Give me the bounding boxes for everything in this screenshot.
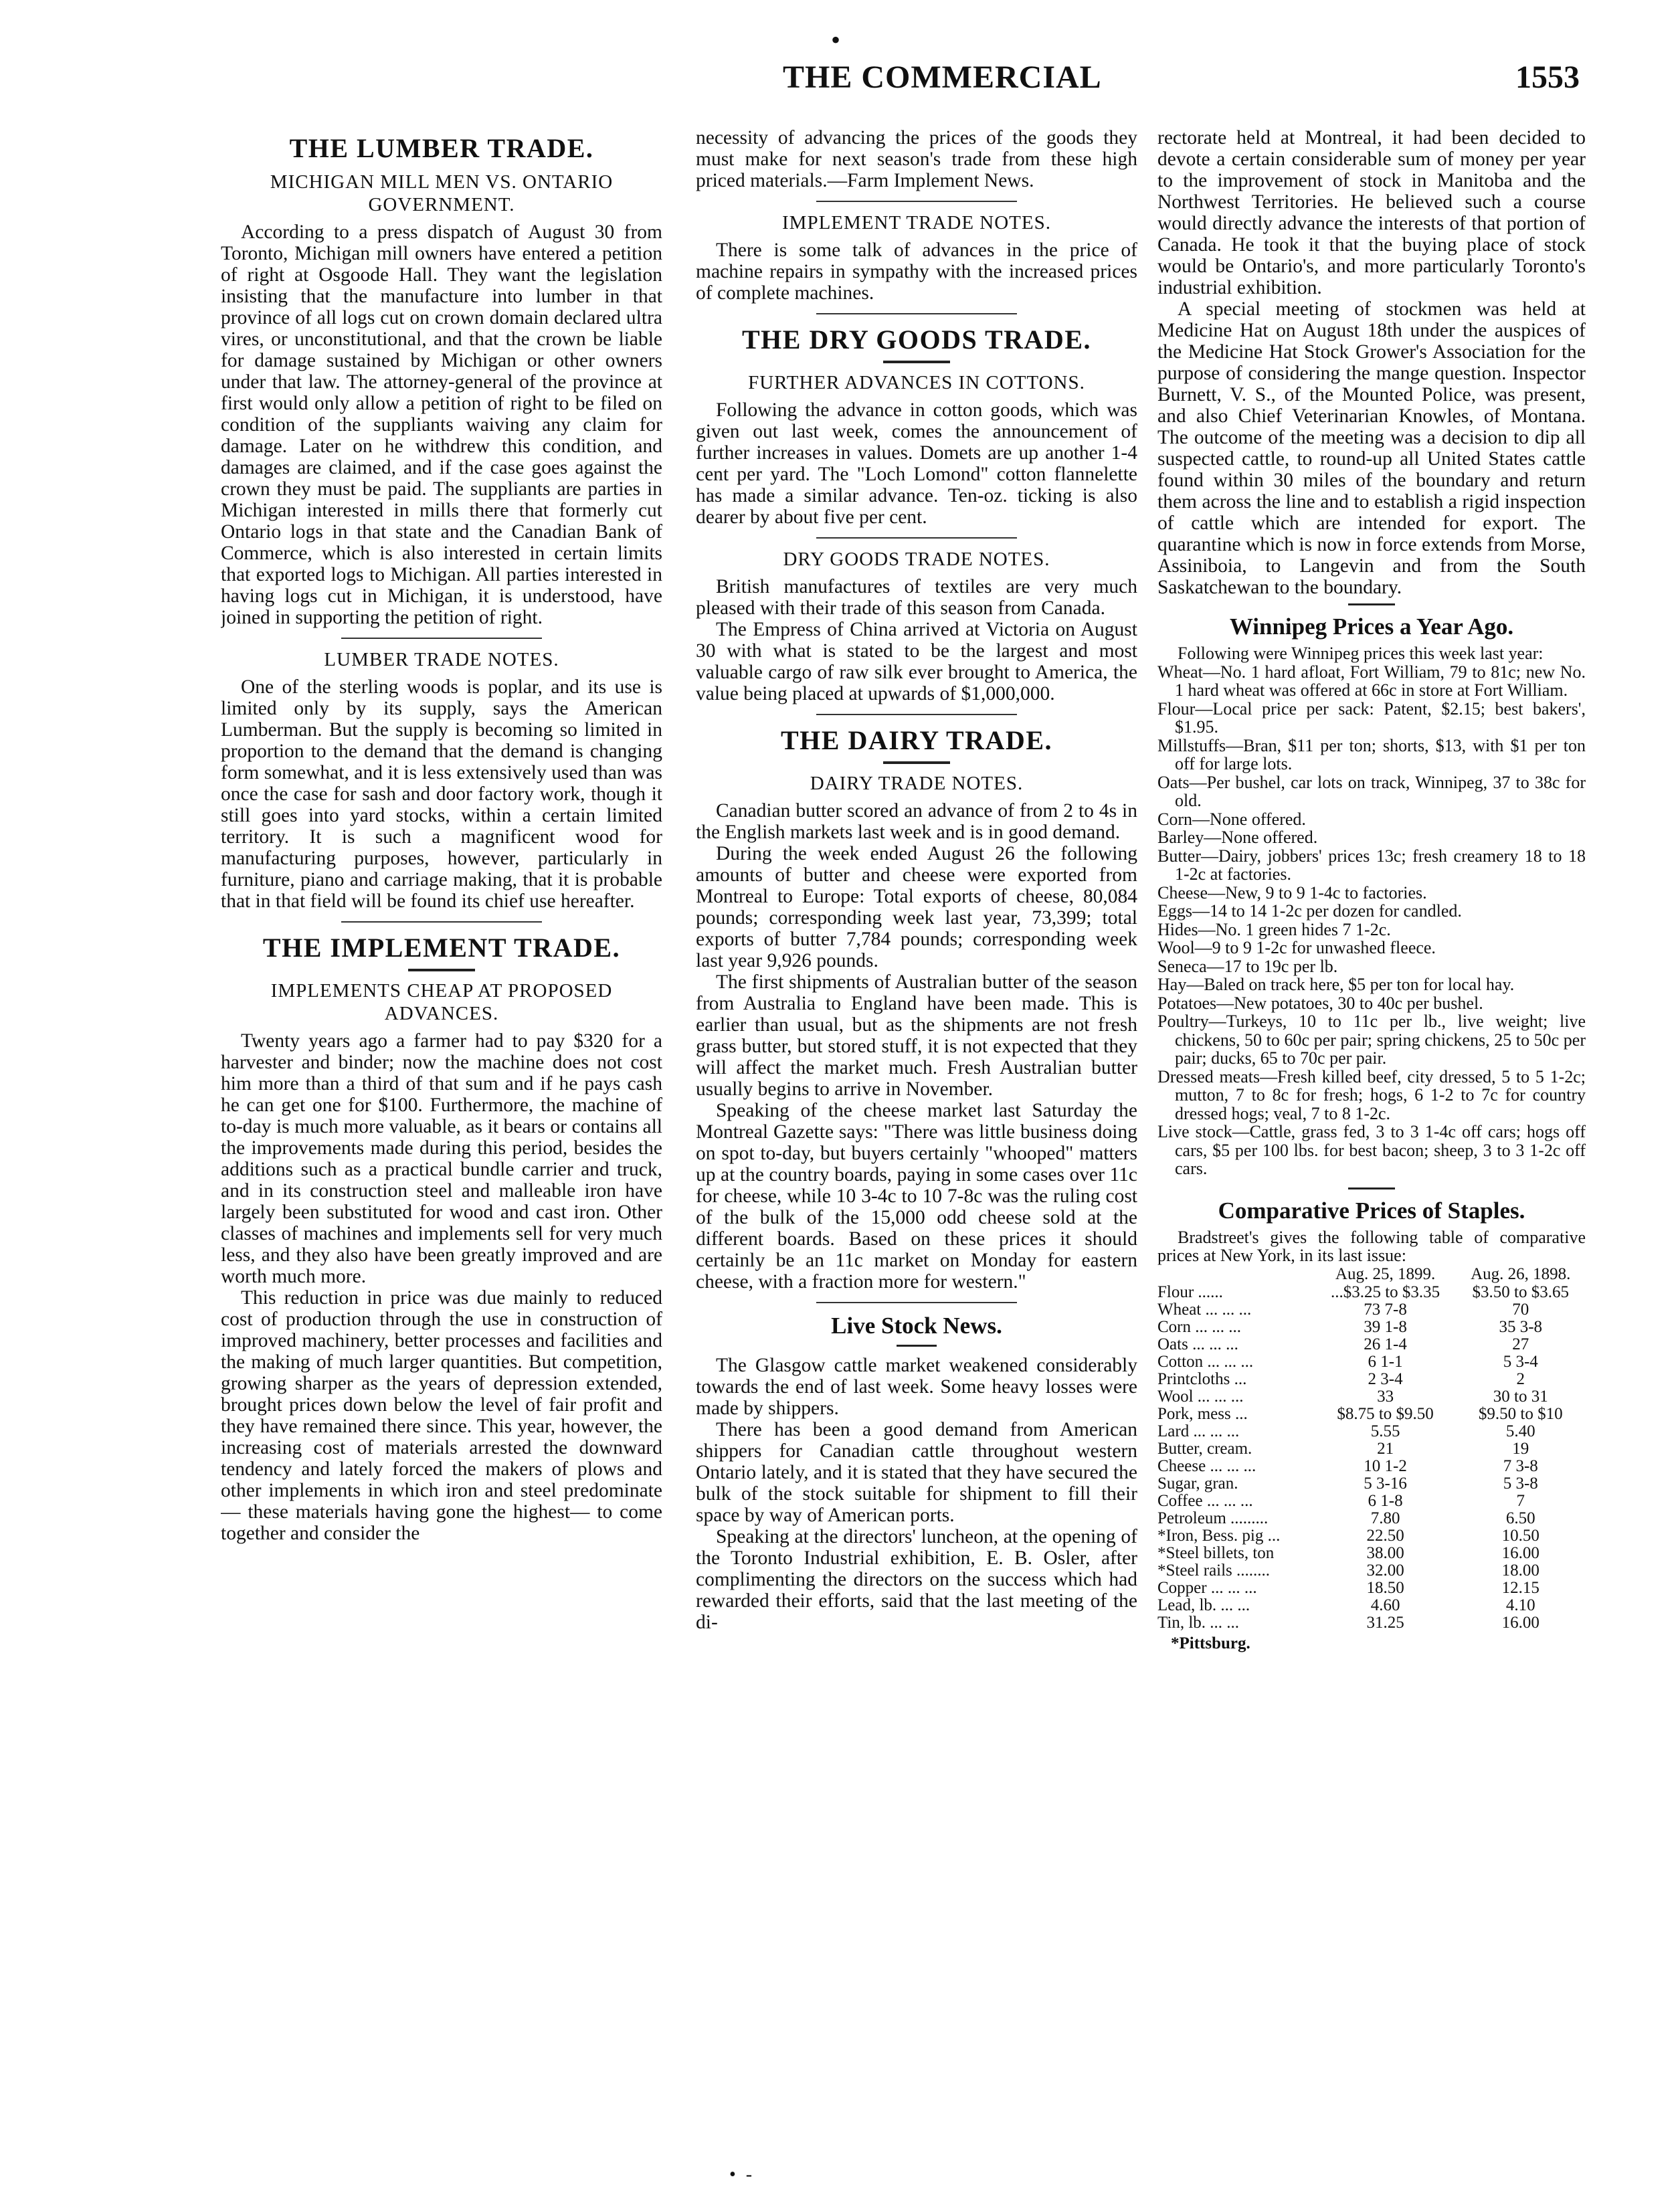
table-cell: 10.50 bbox=[1501, 1526, 1539, 1545]
table-header-row bbox=[1157, 1265, 1586, 1284]
drygoods-paragraph: Following the advance in cotton goods, which was given out last week, comes the announcement of further increases in values. Domets are up another 1-4 cent per yard. The "Loch Lomond" cotton flannelette has made a similar advance. Ten-oz. ticking is also dearer by about five per cent. bbox=[696, 399, 1137, 528]
table-cell: 7.80 bbox=[1370, 1509, 1400, 1527]
heading-rule bbox=[897, 1345, 937, 1347]
table-cell: Copper ... ... ... bbox=[1157, 1578, 1257, 1597]
table-row bbox=[1157, 1458, 1586, 1475]
table-cell: 18.00 bbox=[1501, 1561, 1539, 1580]
implement-paragraph-2: This reduction in price was due mainly to reduced cost of production through the use in construction of improved machinery, better processes and facilities and the making of much larger quantities. But competition, growing sharper as the years of depression extended, brought prices down below the level of fair profit and they have remained there since. This year, however, the increasing cost of materials arrested the downward tendency and lately forced the makers of plows and other implements in which iron and steel predominate — these materials having gone the highest— to come together and consider the bbox=[221, 1287, 662, 1544]
dairy-paragraph-2: During the week ended August 26 the following amounts of butter and cheese were exported from Montreal to Europe: Total exports of cheese, 80,084 pounds; corresponding week last year, 73,399; total exports of butter 7,784 pounds; corresponding week last year 9,926 pounds. bbox=[696, 843, 1137, 971]
table-cell: 6 1-8 bbox=[1368, 1491, 1403, 1510]
table-cell: 26 1-4 bbox=[1364, 1335, 1407, 1353]
table-cell: 2 bbox=[1516, 1369, 1525, 1388]
lumber-subheading: MICHIGAN MILL MEN VS. ONTARIO GOVERNMENT. bbox=[270, 171, 614, 215]
drygoods-notes-paragraph-2: The Empress of China arrived at Victoria on August 30 with what is stated to be the largest and most valuable cargo of raw silk ever brought to America, the value being placed at upwards of $1,000,000. bbox=[696, 619, 1137, 704]
table-row bbox=[1157, 1545, 1586, 1562]
table-cell: 5 3-8 bbox=[1503, 1474, 1538, 1493]
price-item: Flour—Local price per sack: Patent, $2.15; best bakers', $1.95. bbox=[1157, 698, 1586, 737]
lumber-notes-heading: LUMBER TRADE NOTES. bbox=[324, 649, 559, 670]
dairy-heading: THE DAIRY TRADE. bbox=[781, 725, 1052, 755]
price-item: Hides—No. 1 green hides 7 1-2c. bbox=[1157, 919, 1391, 939]
drygoods-notes-heading: DRY GOODS TRADE NOTES. bbox=[783, 549, 1050, 570]
table-cell: 5.55 bbox=[1370, 1422, 1400, 1440]
table-cell: 7 bbox=[1516, 1491, 1525, 1510]
table-cell: 5 3-16 bbox=[1364, 1474, 1407, 1493]
lumber-article: According to a press dispatch of August 30 from Toronto, Michigan mill owners have entered a petition of right at Osgoode Hall. They want the legislation insisting that the manufacture into lumber in that province of all logs cut on crown domain declared ultra vires, or unconstitutional, and that the crown be liable for damage sustained by Michigan or other owners under that law. The attorney-general of the province at first would only allow a petition of right to be filed on condition of the suppliants waiving any claim for damage. Later on he withdrew this condition, and damages are claimed, and if the case goes against the crown they must be paid. The suppliants are parties in Michigan interested in mills there that formerly cut Ontario logs in that state and the Canadian Bank of Commerce, which is also interested in certain limits that exported logs to Michigan. All parties interested in having logs cut in Michigan, it is understood, have joined in supporting the petition of right. bbox=[221, 221, 662, 628]
table-cell: 4.60 bbox=[1370, 1596, 1400, 1614]
table-cell: Lard ... ... ... bbox=[1157, 1422, 1240, 1440]
dairy-paragraph-1: Canadian butter scored an advance of from 2 to 4s in the English markets last week and is in good demand. bbox=[696, 800, 1137, 843]
livestock-paragraph-4: rectorate held at Montreal, it had been decided to devote a certain considerable sum of money per year to the improvement of stock in Manitoba and the Northwest Territories. He believed such a course would directly advance the interests of that portion of Canada. He took it that the buying place of stock would be Ontario's, and more particularly Toronto's industrial exhibition. bbox=[1157, 127, 1586, 298]
table-cell: *Iron, Bess. pig ... bbox=[1157, 1526, 1281, 1545]
table-cell: 32.00 bbox=[1366, 1561, 1404, 1580]
table-row bbox=[1157, 1353, 1586, 1371]
price-item: Butter—Dairy, jobbers' prices 13c; fresh creamery 18 to 18 1-2c at factories. bbox=[1157, 846, 1586, 884]
table-cell: 21 bbox=[1377, 1439, 1394, 1458]
publication-title: THE COMMERCIAL bbox=[783, 60, 1102, 95]
price-item: Eggs—14 to 14 1-2c per dozen for candled. bbox=[1157, 901, 1462, 921]
divider bbox=[816, 201, 1017, 202]
divider bbox=[816, 714, 1017, 715]
divider bbox=[341, 638, 542, 639]
drygoods-subheading: FURTHER ADVANCES IN COTTONS. bbox=[748, 372, 1085, 393]
heading-rule bbox=[883, 361, 950, 363]
table-cell: Wool ... ... ... bbox=[1157, 1387, 1244, 1406]
livestock-paragraph-5: A special meeting of stockmen was held at Medicine Hat on August 18th under the auspices of the Medicine Hat Stock Grower's Association for the purpose of considering the mange question. Inspector Burnett, V. S., of the Mounted Police, was present, and also Chief Veterinarian Knowles, of Montana. The outcome of the meeting was a decision to dip all suspected cattle, to round-up all United States cattle found within 30 miles of the boundary and return them across the line and to establish a rigid inspection of cattle which are intended for export. The quarantine which is now in force extends from Morse, Assiniboia, to Langevin and from the South Saskatchewan to the boundary. bbox=[1157, 298, 1586, 598]
table-cell: 33 bbox=[1377, 1387, 1394, 1406]
dairy-notes-heading: DAIRY TRADE NOTES. bbox=[810, 773, 1024, 794]
table-cell: ...$3.25 to $3.35 bbox=[1330, 1282, 1440, 1301]
table-cell: 10 1-2 bbox=[1364, 1456, 1407, 1475]
table-row bbox=[1157, 1580, 1586, 1597]
price-item: Seneca—17 to 19c per lb. bbox=[1157, 956, 1338, 976]
lumber-notes-paragraph: One of the sterling woods is poplar, and its use is limited only by its supply, says the American Lumberman. But the supply is becoming so limited in proportion to the demand that the demand is changing form somewhat, and it is less extensively used than was once the case for sash and door factory work, though it still goes into yard stocks, within a certain limited territory. It is such a magnificent wood for manufacturing purposes, however, particularly in furniture, piano and carriage making, that it is probable that in that field will be found its chief use hereafter. bbox=[221, 676, 662, 912]
price-item: Potatoes—New potatoes, 30 to 40c per bushel. bbox=[1157, 993, 1483, 1013]
livestock-paragraph-1: The Glasgow cattle market weakened considerably towards the end of last week. Some heavy losses were made by shippers. bbox=[696, 1355, 1137, 1419]
table-cell: 4.10 bbox=[1505, 1596, 1535, 1614]
table-row bbox=[1157, 1371, 1586, 1388]
table-cell: 27 bbox=[1512, 1335, 1529, 1353]
table-cell: Cheese ... ... ... bbox=[1157, 1456, 1256, 1475]
staples-intro: Bradstreet's gives the following table of comparative prices at New York, in its last issue: bbox=[1157, 1227, 1586, 1265]
table-cell: Pork, mess ... bbox=[1157, 1404, 1248, 1423]
table-cell: Butter, cream. bbox=[1157, 1439, 1252, 1458]
price-item: Hay—Baled on track here, $5 per ton for local hay. bbox=[1157, 975, 1515, 994]
divider bbox=[341, 921, 542, 923]
dairy-paragraph-3: The first shipments of Australian butter of the season from Australia to England have been made. This is earlier than usual, but as the shipments are not fresh grass butter, but stored stuff, it is not expected that they will affect the market much. Fresh Australian butter usually begins to arrive in November. bbox=[696, 971, 1137, 1100]
table-cell: $9.50 to $10 bbox=[1478, 1404, 1563, 1423]
table-row bbox=[1157, 1597, 1586, 1614]
implement-notes-heading: IMPLEMENT TRADE NOTES. bbox=[782, 212, 1051, 233]
table-cell: Tin, lb. ... ... bbox=[1157, 1613, 1240, 1632]
table-row bbox=[1157, 1388, 1586, 1406]
table-cell: 38.00 bbox=[1366, 1543, 1404, 1562]
table-cell: 30 to 31 bbox=[1493, 1387, 1548, 1406]
table-cell: Coffee ... ... ... bbox=[1157, 1491, 1253, 1510]
price-item: Poultry—Turkeys, 10 to 11c per lb., live weight; live chickens, 50 to 60c per pair; spring chickens, 25 to 50c per pair; ducks, 65 to 70c per pair. bbox=[1157, 1012, 1586, 1068]
implement-paragraph-1: Twenty years ago a farmer had to pay $320 for a harvester and binder; now the machine does not cost him more than a third of that sum and if he pays cash he can get one for $100. Furthermore, the machine of to-day is much more valuable, as it bears or contains all the improvements made during this period, besides the additions such as a practical bundle carrier and truck, and in its construction steel and malleable iron have largely been substituted for wood and cast iron. Other classes of machines and implements sell for very much less, and they also have been greatly improved and are worth much more. bbox=[221, 1030, 662, 1287]
implement-paragraph-3: necessity of advancing the prices of the goods they must make for next season's trade from these high priced materials.—Farm Implement News. bbox=[696, 127, 1137, 191]
table-cell: 6 1-1 bbox=[1368, 1352, 1403, 1371]
livestock-paragraph-2: There has been a good demand from American shippers for Canadian cattle throughout western Ontario lately, and it is stated that they have secured the bulk of the stock suitable for shipment to fill their space by way of American ports. bbox=[696, 1419, 1137, 1526]
table-cell: 2 3-4 bbox=[1368, 1369, 1403, 1388]
table-row bbox=[1157, 1527, 1586, 1545]
divider bbox=[816, 1302, 1017, 1303]
livestock-heading: Live Stock News. bbox=[831, 1313, 1002, 1339]
table-cell: 16.00 bbox=[1501, 1543, 1539, 1562]
price-item: Wheat—No. 1 hard afloat, Fort William, 79 to 81c; new No. 1 hard wheat was offered at 66c in store at Fort William. bbox=[1157, 662, 1586, 700]
price-item: Oats—Per bushel, car lots on track, Winnipeg, 37 to 38c for old. bbox=[1157, 772, 1586, 810]
table-cell: 22.50 bbox=[1366, 1526, 1404, 1545]
implement-notes-paragraph: There is some talk of advances in the price of machine repairs in sympathy with the increased prices of complete machines. bbox=[696, 240, 1137, 304]
table-cell: Petroleum ......... bbox=[1157, 1509, 1269, 1527]
table-cell: $8.75 to $9.50 bbox=[1337, 1404, 1434, 1423]
table-cell: Printcloths ... bbox=[1157, 1369, 1247, 1388]
price-item: Live stock—Cattle, grass fed, 3 to 3 1-4c off cars; hogs off cars, $5 per 100 lbs. for best bacon; sheep, 3 to 3 1-2c off cars. bbox=[1157, 1122, 1586, 1178]
table-row bbox=[1157, 1301, 1586, 1319]
staples-table bbox=[1157, 1265, 1586, 1632]
table-row bbox=[1157, 1562, 1586, 1580]
column-header-item bbox=[1157, 1265, 1315, 1284]
table-row bbox=[1157, 1406, 1586, 1423]
implement-subheading: IMPLEMENTS CHEAP AT PROPOSED ADVANCES. bbox=[270, 980, 613, 1024]
table-cell: *Steel billets, ton bbox=[1157, 1543, 1275, 1562]
winnipeg-intro: Following were Winnipeg prices this week last year: bbox=[1178, 644, 1544, 663]
winnipeg-price-list bbox=[1157, 663, 1586, 1178]
table-cell: Corn ... ... ... bbox=[1157, 1317, 1241, 1336]
column-3 bbox=[1157, 127, 1586, 2161]
divider bbox=[1348, 1187, 1395, 1189]
table-footnote: *Pittsburg. bbox=[1171, 1634, 1250, 1652]
table-cell: 70 bbox=[1512, 1300, 1529, 1319]
header-dot: • bbox=[831, 25, 841, 55]
table-cell: *Steel rails ........ bbox=[1157, 1561, 1271, 1580]
table-cell: 5 3-4 bbox=[1503, 1352, 1538, 1371]
table-row bbox=[1157, 1284, 1586, 1301]
bottom-mark: • - bbox=[729, 2164, 755, 2185]
dairy-paragraph-4: Speaking of the cheese market last Saturday the Montreal Gazette says: "There was little business doing on spot to-day, but buyers certainly "whooped" matters up at the country boards, paying in some cases over 11c for cheese, while 10 3-4c to 10 7-8c was the ruling cost of the bulk of the 15,000 odd cheese sold at the different boards. Based on these prices it should certainly be an 11c market on Monday for eastern cheese, with a fraction more for western." bbox=[696, 1100, 1137, 1293]
price-item: Millstuffs—Bran, $11 per ton; shorts, $13, with $1 per ton off for large lots. bbox=[1157, 735, 1586, 773]
table-cell: Oats ... ... ... bbox=[1157, 1335, 1238, 1353]
table-row bbox=[1157, 1510, 1586, 1527]
heading-rule bbox=[408, 969, 475, 971]
winnipeg-heading: Winnipeg Prices a Year Ago. bbox=[1229, 613, 1514, 640]
table-cell: 19 bbox=[1512, 1439, 1529, 1458]
page-number: 1553 bbox=[1515, 60, 1580, 95]
table-cell: Cotton ... ... ... bbox=[1157, 1352, 1254, 1371]
table-cell: Flour ...... bbox=[1157, 1282, 1223, 1301]
table-row bbox=[1157, 1614, 1586, 1632]
column-header-1898: Aug. 26, 1898. bbox=[1471, 1264, 1571, 1283]
table-row bbox=[1157, 1493, 1586, 1510]
column-1 bbox=[221, 127, 662, 2161]
table-cell: 73 7-8 bbox=[1364, 1300, 1407, 1319]
table-row bbox=[1157, 1440, 1586, 1458]
price-item: Corn—None offered. bbox=[1157, 809, 1306, 829]
table-cell: 16.00 bbox=[1501, 1613, 1539, 1632]
livestock-paragraph-3: Speaking at the directors' luncheon, at the opening of the Toronto Industrial exhibition, E. B. Osler, after complimenting the directors on the success which had rewarded their efforts, said that the last meeting of the di- bbox=[696, 1526, 1137, 1633]
table-cell: Lead, lb. ... ... bbox=[1157, 1596, 1250, 1614]
divider bbox=[1348, 603, 1395, 605]
drygoods-notes-paragraph-1: British manufactures of textiles are very much pleased with their trade of this season from Canada. bbox=[696, 576, 1137, 619]
running-header bbox=[221, 25, 1580, 119]
table-cell: $3.50 to $3.65 bbox=[1472, 1282, 1569, 1301]
heading-rule bbox=[883, 761, 950, 764]
table-cell: 39 1-8 bbox=[1364, 1317, 1407, 1336]
column-2 bbox=[696, 127, 1137, 2161]
divider bbox=[816, 313, 1017, 314]
table-cell: 31.25 bbox=[1366, 1613, 1404, 1632]
table-cell: 18.50 bbox=[1366, 1578, 1404, 1597]
drygoods-heading: THE DRY GOODS TRADE. bbox=[741, 324, 1091, 355]
table-cell: 7 3-8 bbox=[1503, 1456, 1538, 1475]
price-item: Dressed meats—Fresh killed beef, city dressed, 5 to 5 1-2c; mutton, 7 to 8c for fresh; hogs, 6 1-2 to 7c for country dressed hogs; veal, 7 to 8 1-2c. bbox=[1157, 1066, 1586, 1123]
table-row bbox=[1157, 1319, 1586, 1336]
column-header-1899: Aug. 25, 1899. bbox=[1335, 1264, 1436, 1283]
table-row bbox=[1157, 1423, 1586, 1440]
table-cell: 6.50 bbox=[1505, 1509, 1535, 1527]
table-cell: 12.15 bbox=[1501, 1578, 1539, 1597]
table-cell: 5.40 bbox=[1505, 1422, 1535, 1440]
table-cell: Sugar, gran. bbox=[1157, 1474, 1238, 1493]
price-item: Cheese—New, 9 to 9 1-4c to factories. bbox=[1157, 882, 1427, 902]
price-item: Wool—9 to 9 1-2c for unwashed fleece. bbox=[1157, 938, 1436, 957]
price-item: Barley—None offered. bbox=[1157, 828, 1318, 847]
implement-heading: THE IMPLEMENT TRADE. bbox=[262, 933, 621, 963]
staples-heading: Comparative Prices of Staples. bbox=[1218, 1197, 1525, 1224]
table-row bbox=[1157, 1475, 1586, 1493]
lumber-heading: THE LUMBER TRADE. bbox=[289, 133, 594, 163]
table-row bbox=[1157, 1336, 1586, 1353]
table-cell: 35 3-8 bbox=[1499, 1317, 1543, 1336]
divider bbox=[816, 537, 1017, 539]
table-cell: Wheat ... ... ... bbox=[1157, 1300, 1252, 1319]
